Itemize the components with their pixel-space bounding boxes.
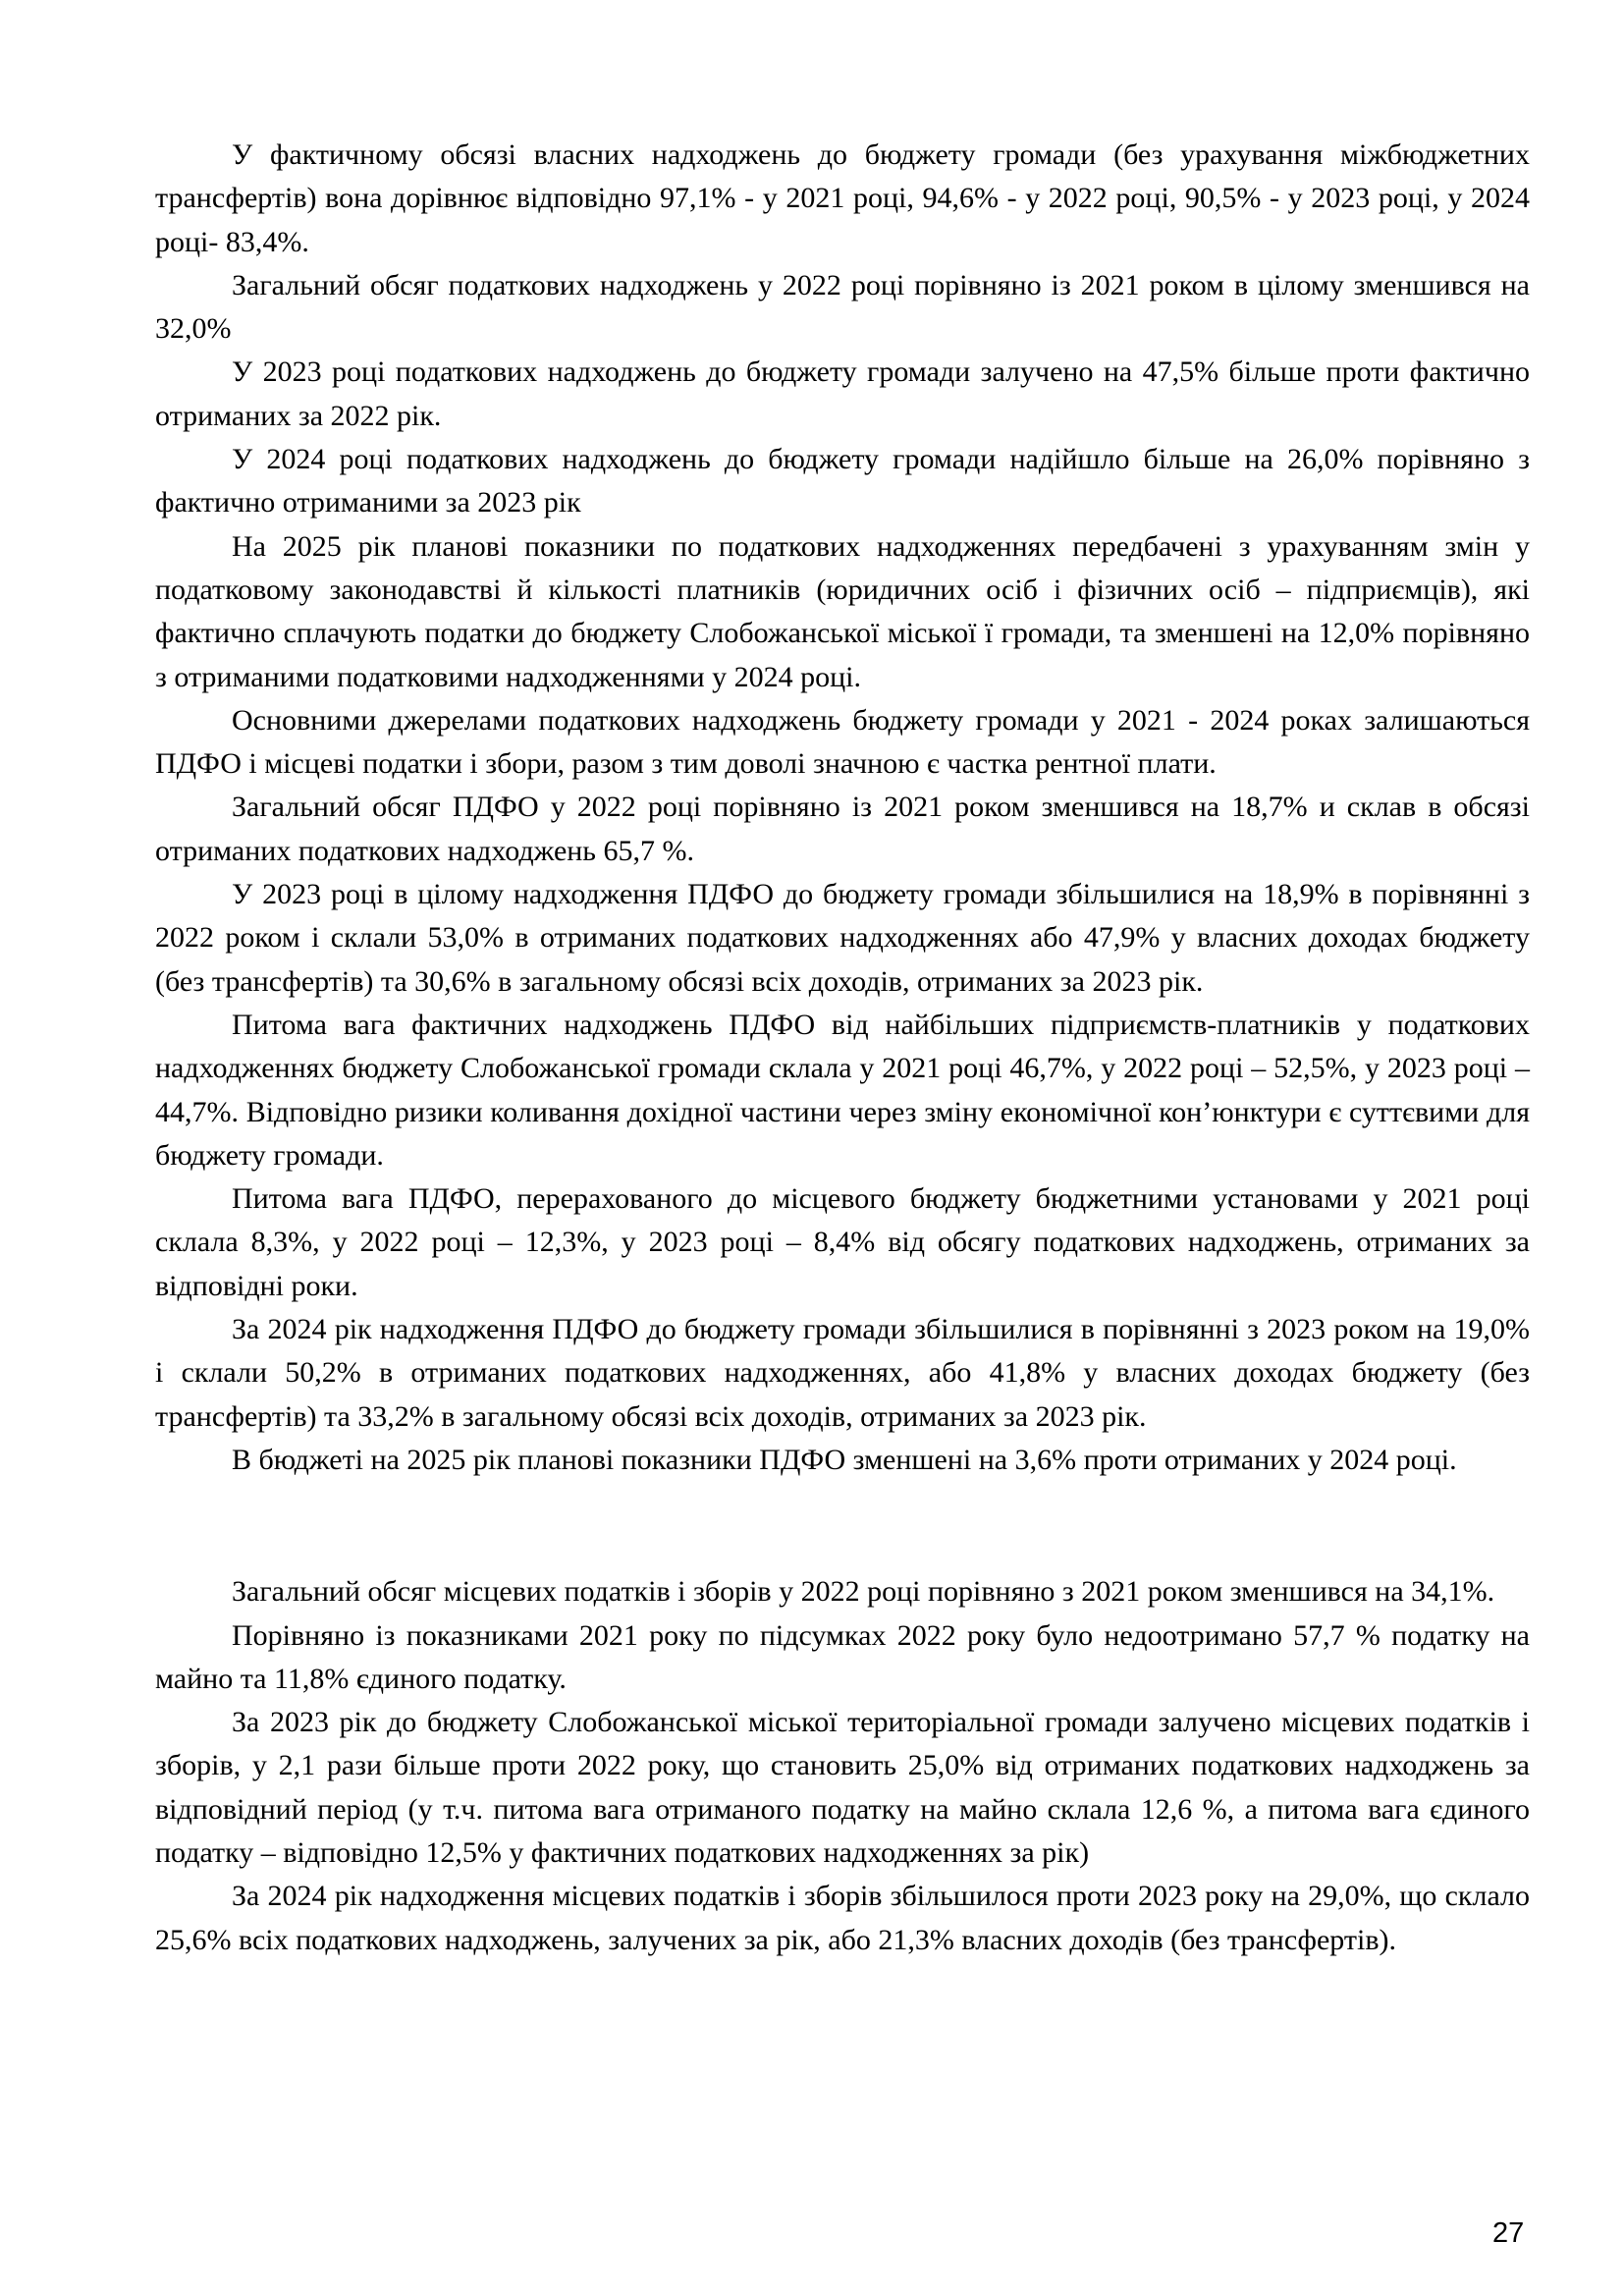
paragraph: В бюджеті на 2025 рік планові показники ПДФО зменшені на 3,6% проти отриманих у 2024 році. xyxy=(232,1443,1457,1476)
paragraph: У 2024 році податкових надходжень до бюджету громади надійшло більше на 26,0% порівняно з фактично отриманими за 2023 рік xyxy=(155,443,1530,519)
paragraph: Питома вага фактичних надходжень ПДФО від найбільших підприємств-платників у податкових надходженнях бюджету Слобожанської громади склала у 2021 році 46,7%, у 2022 році – 52,5%, у 2023 році – 44,7%. Відповідно ризики коливання дохідної частини через зміну економічної кон’юнктури є суттєвими для бюджету громади. xyxy=(155,1008,1530,1172)
paragraph: Загальний обсяг місцевих податків і зборів у 2022 році порівняно з 2021 роком зменшився на 34,1%. xyxy=(232,1575,1495,1609)
section-gap xyxy=(155,1482,1530,1570)
paragraph: За 2024 рік надходження місцевих податків і зборів збільшилося проти 2023 року на 29,0%, що склало 25,6% всіх податкових надходжень, залучених за рік, або 21,3% власних доходів (без трансфертів). xyxy=(155,1880,1530,1956)
paragraph: У фактичному обсязі власних надходжень до бюджету громади (без урахування міжбюджетних трансфертів) вона дорівнює відповідно 97,1% - у 2021 році, 94,6% - у 2022 році, 90,5% - у 2023 році, у 2024 році- 83,4%. xyxy=(155,138,1530,258)
paragraph: У 2023 році в цілому надходження ПДФО до бюджету громади збільшилися на 18,9% в порівнянні з 2022 роком і склали 53,0% в отриманих податкових надходженнях або 47,9% у власних доходах бюджету (без трансфертів) та 30,6% в загальному обсязі всіх доходів, отриманих за 2023 рік. xyxy=(155,878,1530,998)
paragraph: Питома вага ПДФО, перерахованого до місцевого бюджету бюджетними установами у 2021 році склала 8,3%, у 2022 році – 12,3%, у 2023 році – 8,4% від обсягу податкових надходжень, отриманих за відповідні роки. xyxy=(155,1182,1530,1302)
paragraph: За 2024 рік надходження ПДФО до бюджету громади збільшилися в порівнянні з 2023 роком на 19,0% і склали 50,2% в отриманих податкових надходженнях, або 41,8% у власних доходах бюджету (без трансфертів) та 33,2% в загальному обсязі всіх доходів, отриманих за 2023 рік. xyxy=(155,1313,1530,1433)
paragraph: Загальний обсяг ПДФО у 2022 році порівняно із 2021 роком зменшився на 18,7% и склав в обсязі отриманих податкових надходжень 65,7 %. xyxy=(155,791,1530,867)
document-body xyxy=(155,134,1530,1962)
paragraph: Загальний обсяг податкових надходжень у 2022 році порівняно із 2021 роком в цілому зменшився на 32,0% xyxy=(155,268,1530,346)
page-number: 27 xyxy=(1492,2217,1525,2249)
paragraph: Порівняно із показниками 2021 року по підсумках 2022 року було недоотримано 57,7 % податку на майно та 11,8% єдиного податку. xyxy=(155,1618,1530,1695)
paragraph: У 2023 році податкових надходжень до бюджету громади залучено на 47,5% більше проти фактично отриманих за 2022 рік. xyxy=(155,355,1530,432)
paragraph: За 2023 рік до бюджету Слобожанської міської територіальної громади залучено місцевих податків і зборів, у 2,1 рази більше проти 2022 року, що становить 25,0% від отриманих податкових надходжень за відповідний період (у т.ч. питома вага отриманого податку на майно склала 12,6 %, а питома вага єдиного податку – відповідно 12,5% у фактичних податкових надходженнях за рік) xyxy=(155,1706,1530,1869)
paragraph: На 2025 рік планові показники по податкових надходженнях передбачені з урахуванням змін у податковому законодавстві й кількості платників (юридичних осіб і фізичних осіб – підприємців), які фактично сплачують податки до бюджету Слобожанської міської ї громади, та зменшені на 12,0% порівняно з отриманими податковими надходженнями у 2024 році. xyxy=(155,529,1530,693)
paragraph: Основними джерелами податкових надходжень бюджету громади у 2021 - 2024 роках залишаються ПДФО і місцеві податки і збори, разом з тим доволі значною є частка рентної плати. xyxy=(155,703,1530,781)
